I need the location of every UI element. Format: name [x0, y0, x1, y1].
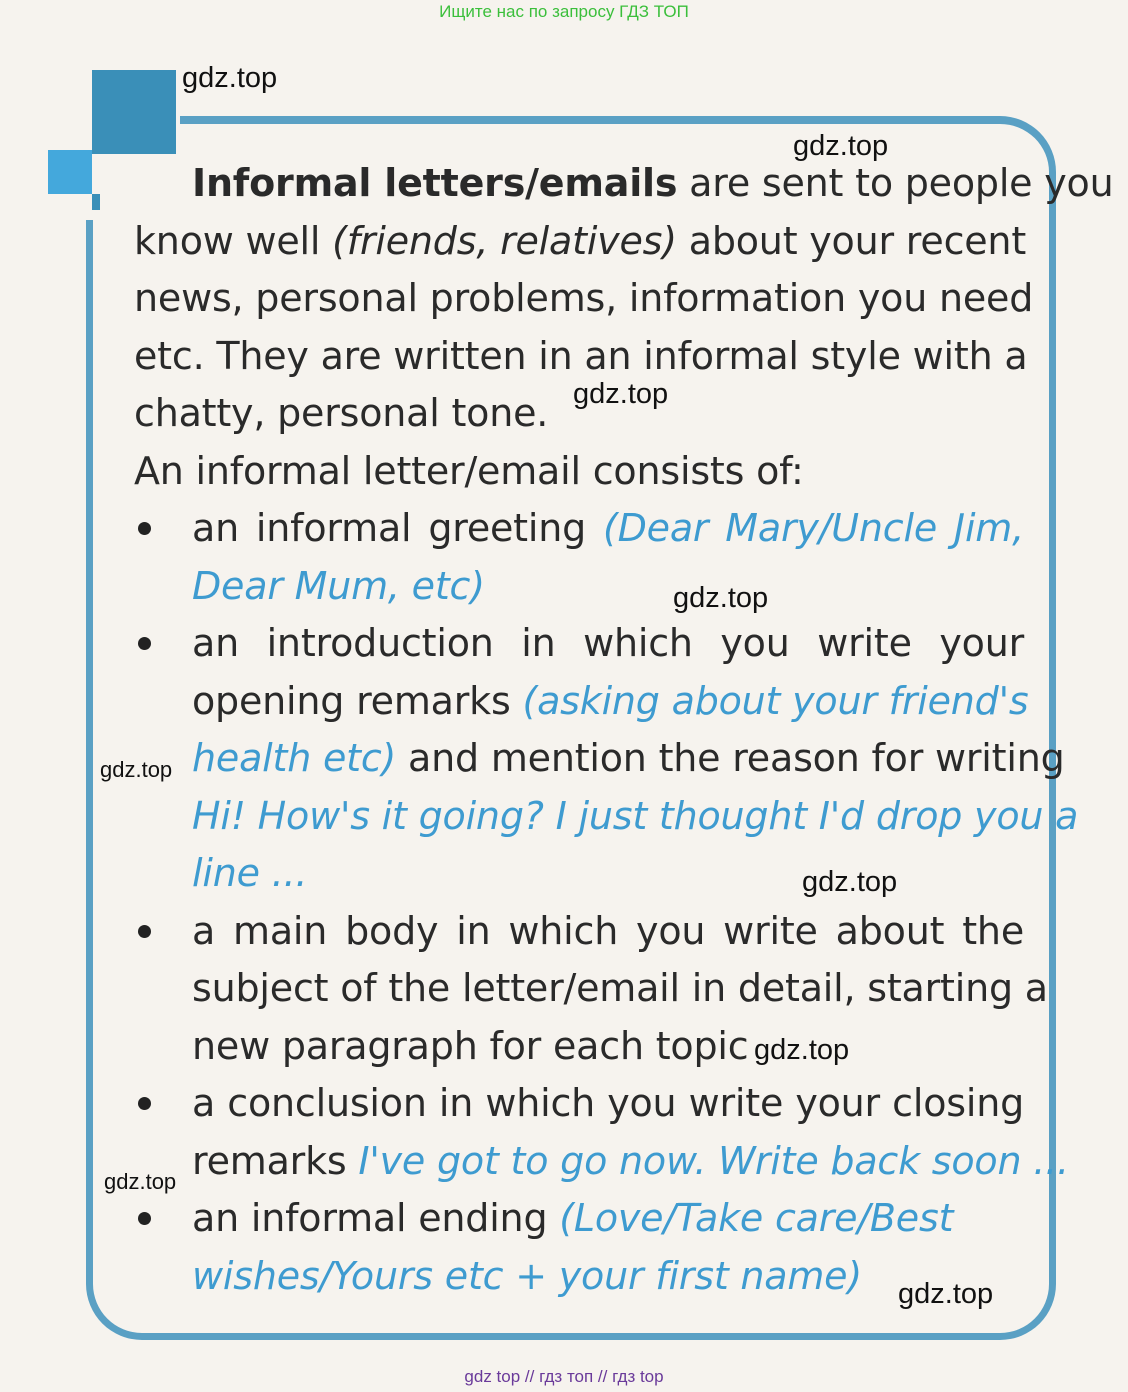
top-banner: Ищите нас по запросу ГДЗ ТОП	[439, 2, 689, 21]
watermark: gdz.top	[793, 130, 889, 162]
watermark: gdz.top	[802, 866, 898, 898]
watermark: gdz.top	[673, 582, 769, 614]
bullet-icon	[138, 1097, 151, 1110]
list-item: a conclusion in which you write your closing remarks I've got to go now. Write back soon ...	[134, 1075, 1024, 1190]
list-item: an introduction in which you write your opening remarks (asking about your friend's health etc) and mention the reason for writing Hi! How's it going? I just thought I'd drop you a line ...	[134, 615, 1024, 903]
intro-line-5: chatty, personal tone.	[134, 391, 549, 435]
info-text	[134, 155, 1114, 1305]
list-item: an informal greeting (Dear Mary/Uncle Jim, Dear Mum, etc)	[134, 500, 1024, 615]
watermark: gdz.top	[100, 757, 173, 782]
bullet-icon	[138, 925, 151, 938]
intro-line-6: An informal letter/email consists of:	[134, 448, 804, 493]
watermark: gdz.top	[754, 1034, 850, 1066]
bullet-icon	[138, 1212, 151, 1225]
intro-line-3: news, personal problems, information you need	[134, 276, 1034, 320]
bullet-icon	[138, 637, 151, 650]
watermark: gdz.top	[573, 378, 669, 410]
watermark: gdz.top	[898, 1278, 994, 1310]
watermark: gdz.top	[182, 62, 278, 94]
bullet-icon	[138, 522, 151, 535]
list-item: a main body in which you write about the subject of the letter/email in detail, starting a new paragraph for each topic	[134, 903, 1024, 1076]
intro-line-4: etc. They are written in an informal style with a	[134, 333, 1028, 378]
watermark: gdz.top	[104, 1169, 177, 1194]
list-item: an informal ending (Love/Take care/Best wishes/Yours etc + your first name)	[134, 1190, 1024, 1305]
intro-line-1: Informal letters/emails are sent to people you	[192, 161, 1114, 205]
intro-line-2: know well (friends, relatives) about your recent	[134, 218, 1027, 263]
bottom-banner: gdz top // гдз топ // гдз top	[464, 1367, 664, 1386]
